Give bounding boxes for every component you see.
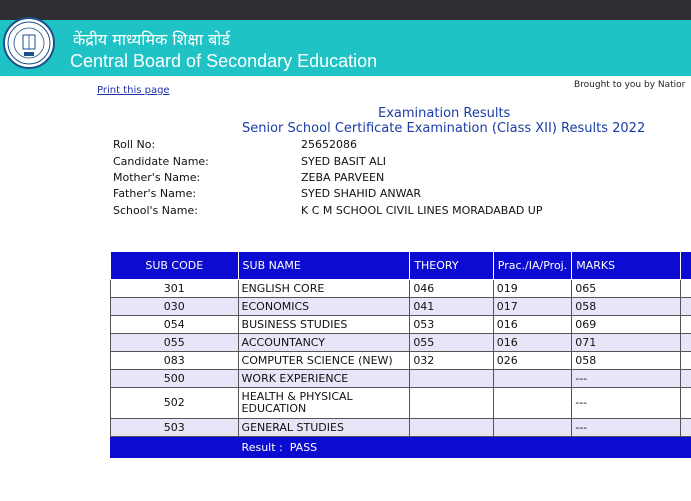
print-page-link[interactable]: Print this page xyxy=(97,85,170,96)
extra-cell xyxy=(681,370,691,388)
marks-table xyxy=(110,251,691,458)
exam-title: Examination Results xyxy=(378,106,511,121)
extra-cell xyxy=(681,316,691,334)
candidate-name-value: SYED BASIT ALI xyxy=(301,155,387,168)
sub-name: HEALTH & PHYSICAL EDUCATION xyxy=(238,388,410,419)
theory-marks: 041 xyxy=(410,298,493,316)
header-practical: Prac./IA/Proj. xyxy=(493,252,571,280)
theory-marks: 032 xyxy=(410,352,493,370)
sub-code: 301 xyxy=(111,280,239,298)
practical-marks: 016 xyxy=(493,334,571,352)
table-row xyxy=(111,298,691,316)
header-sub-code: SUB CODE xyxy=(111,252,239,280)
theory-marks: 046 xyxy=(410,280,493,298)
practical-marks xyxy=(493,419,571,437)
result-label: Result : xyxy=(241,440,283,454)
header-theory: THEORY xyxy=(410,252,493,280)
practical-marks: 017 xyxy=(493,298,571,316)
practical-marks xyxy=(493,370,571,388)
roll-label: Roll No: xyxy=(113,138,156,151)
marks-header-row xyxy=(111,252,691,280)
result-spacer xyxy=(111,437,239,458)
extra-cell xyxy=(681,280,691,298)
table-row xyxy=(111,419,691,437)
practical-marks: 016 xyxy=(493,316,571,334)
theory-marks xyxy=(410,388,493,419)
board-title-english: Central Board of Secondary Education xyxy=(70,51,378,71)
credit-text: Brought to you by Natior xyxy=(574,80,686,90)
practical-marks: 026 xyxy=(493,352,571,370)
theory-marks: 055 xyxy=(410,334,493,352)
school-name-value: K C M SCHOOL CIVIL LINES MORADABAD UP xyxy=(301,204,543,217)
table-row xyxy=(111,316,691,334)
total-marks: --- xyxy=(572,419,681,437)
extra-cell xyxy=(681,352,691,370)
total-marks: --- xyxy=(572,388,681,419)
sub-name: COMPUTER SCIENCE (NEW) xyxy=(238,352,410,370)
school-name-label: School's Name: xyxy=(113,204,198,217)
sub-name: ENGLISH CORE xyxy=(238,280,410,298)
board-title-hindi: केंद्रीय माध्यमिक शिक्षा बोर्ड xyxy=(73,30,230,49)
father-name-label: Father's Name: xyxy=(113,187,197,200)
sub-name: GENERAL STUDIES xyxy=(238,419,410,437)
extra-cell xyxy=(681,298,691,316)
practical-marks: 019 xyxy=(493,280,571,298)
table-row xyxy=(111,280,691,298)
result-row xyxy=(111,437,691,458)
table-row xyxy=(111,388,691,419)
table-row xyxy=(111,334,691,352)
table-row xyxy=(111,370,691,388)
practical-marks xyxy=(493,388,571,419)
browser-top-bar xyxy=(0,0,691,20)
sub-code: 502 xyxy=(111,388,239,419)
sub-name: BUSINESS STUDIES xyxy=(238,316,410,334)
result-cell xyxy=(238,437,691,458)
total-marks: 058 xyxy=(572,352,681,370)
total-marks: 069 xyxy=(572,316,681,334)
roll-value: 25652086 xyxy=(301,138,357,151)
header-marks: MARKS xyxy=(572,252,681,280)
extra-cell xyxy=(681,419,691,437)
total-marks: 065 xyxy=(572,280,681,298)
sub-name: WORK EXPERIENCE xyxy=(238,370,410,388)
total-marks: --- xyxy=(572,370,681,388)
sub-code: 500 xyxy=(111,370,239,388)
mother-name-label: Mother's Name: xyxy=(113,171,201,184)
sub-code: 030 xyxy=(111,298,239,316)
header-extra xyxy=(681,252,691,280)
extra-cell xyxy=(681,334,691,352)
theory-marks: 053 xyxy=(410,316,493,334)
header-sub-name: SUB NAME xyxy=(238,252,410,280)
extra-cell xyxy=(681,388,691,419)
sub-name: ECONOMICS xyxy=(238,298,410,316)
mother-name-value: ZEBA PARVEEN xyxy=(301,171,385,184)
exam-subtitle: Senior School Certificate Examination (Class XII) Results 2022 xyxy=(242,121,646,136)
candidate-name-label: Candidate Name: xyxy=(113,155,209,168)
cbse-emblem-icon xyxy=(3,17,55,69)
sub-code: 503 xyxy=(111,419,239,437)
theory-marks xyxy=(410,419,493,437)
total-marks: 058 xyxy=(572,298,681,316)
table-row xyxy=(111,352,691,370)
total-marks: 071 xyxy=(572,334,681,352)
father-name-value: SYED SHAHID ANWAR xyxy=(301,187,422,200)
result-value: PASS xyxy=(289,440,318,454)
theory-marks xyxy=(410,370,493,388)
sub-code: 083 xyxy=(111,352,239,370)
sub-code: 054 xyxy=(111,316,239,334)
sub-code: 055 xyxy=(111,334,239,352)
sub-name: ACCOUNTANCY xyxy=(238,334,410,352)
